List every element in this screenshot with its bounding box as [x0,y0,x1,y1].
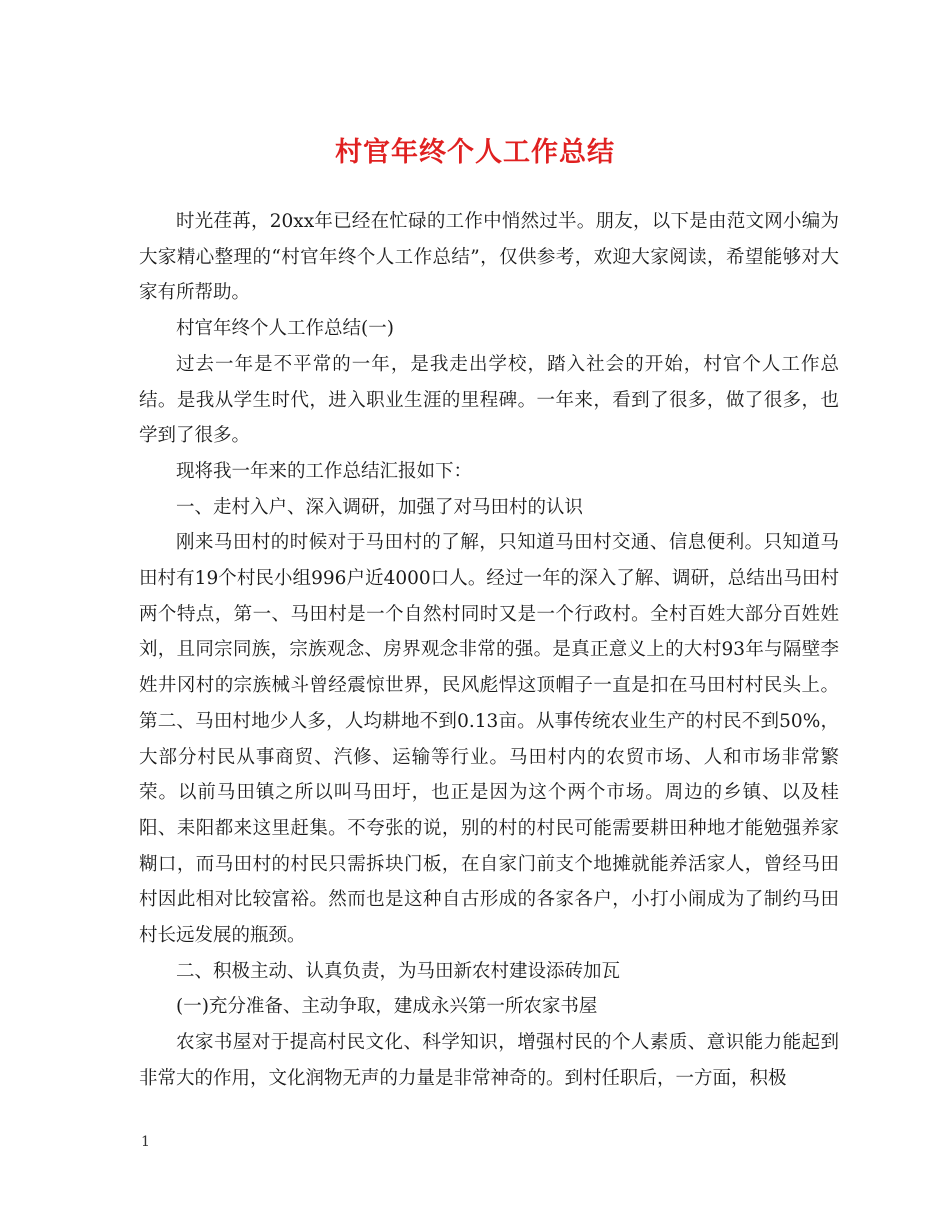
body-paragraph: 刚来马田村的时候对于马田村的了解，只知道马田村交通、信息便利。只知道马田村有19个村民小组996户近4000口人。经过一年的深入了解、调研，总结出马田村两个特点，第一、马田村是一个自然村同时又是一个行政村。全村百姓大部分百姓姓刘，且同宗同族，宗族观念、房界观念非常的强。是真正意义上的大村93年与隔壁李姓井冈村的宗族械斗曾经震惊世界，民风彪悍这顶帽子一直是扣在马田村村民头上。第二、马田村地少人多，人均耕地不到0.13亩。从事传统农业生产的村民不到50%，大部分村民从事商贸、汽修、运输等行业。马田村内的农贸市场、人和市场非常繁荣。以前马田镇之所以叫马田圩，也正是因为这个两个市场。周边的乡镇、以及桂阳、耒阳都来这里赶集。不夸张的说，别的村的村民可能需要耕田种地才能勉强养家糊口，而马田村的村民只需拆块门板，在自家门前支个地摊就能养活家人，曾经马田村因此相对比较富裕。然而也是这种自古形成的各家各户，小打小闹成为了制约马田村长远发展的瓶颈。 [139,532,839,947]
subsection-heading: (一)充分准备、主动争取，建成永兴第一所农家书屋 [176,996,598,1018]
body-paragraph: 过去一年是不平常的一年，是我走出学校，踏入社会的开始，村官个人工作总结。是我从学生时代，进入职业生涯的里程碑。一年来，看到了很多，做了很多，也学到了很多。 [139,353,839,447]
page-number: 1 [141,1134,150,1150]
intro-paragraph: 时光荏苒，20xx年已经在忙碌的工作中悄然过半。朋友，以下是由范文网小编为大家精心整理的“村官年终个人工作总结”，仅供参考，欢迎大家阅读，希望能够对大家有所帮助。 [139,211,839,304]
document-body [139,204,839,1097]
body-paragraph: 农家书屋对于提高村民文化、科学知识，增强村民的个人素质、意识能力能起到非常大的作用，文化润物无声的力量是非常神奇的。到村任职后，一方面，积极 [139,1032,839,1089]
section-heading: 一、走村入户、深入调研，加强了对马田村的认识 [176,496,584,518]
section-heading: 二、积极主动、认真负责，为马田新农村建设添砖加瓦 [176,960,621,982]
document-title: 村官年终个人工作总结 [335,137,615,168]
section-heading: 村官年终个人工作总结(一) [176,318,394,340]
body-paragraph: 现将我一年来的工作总结汇报如下： [176,460,473,482]
